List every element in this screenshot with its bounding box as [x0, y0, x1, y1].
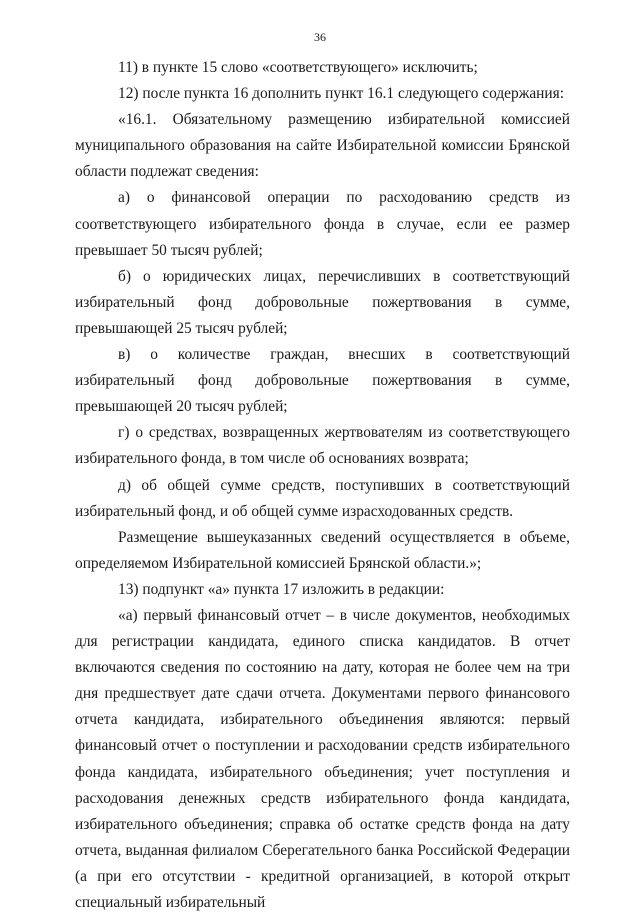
- document-body: [75, 55, 570, 916]
- paragraph-item-13: 13) подпункт «а» пункта 17 изложить в редакции:: [118, 580, 445, 598]
- paragraph-subitem-g: г) о средствах, возвращенных жертвователям из соответствующего избирательного фонда, в том числе об основаниях возврата;: [75, 424, 570, 468]
- page-number: 36: [314, 30, 326, 44]
- paragraph-subitem-d: д) об общей сумме средств, поступивших в соответствующий избирательный фонд, и об общей сумме израсходованных средств.: [75, 476, 570, 520]
- paragraph-subitem-a: а) о финансовой операции по расходованию средств из соответствующего избирательного фонда в случае, если ее размер превышает 50 тысяч рублей;: [75, 189, 570, 259]
- paragraph-placement-note: Размещение вышеуказанных сведений осуществляется в объеме, определяемом Избирательной комиссией Брянской области.»;: [75, 528, 570, 572]
- paragraph-subitem-v: в) о количестве граждан, внесших в соответствующий избирательный фонд добровольные пожертвования в сумме, превышающей 20 тысяч рублей;: [75, 346, 570, 416]
- paragraph-item-11: 11) в пункте 15 слово «соответствующего» исключить;: [118, 59, 478, 76]
- paragraph-subitem-b: б) о юридических лицах, перечисливших в соответствующий избирательный фонд добровольные пожертвования в сумме, превышающей 25 тысяч рублей;: [75, 267, 570, 337]
- paragraph-first-financial-report: «а) первый финансовый отчет – в числе документов, необходимых для регистрации кандидата, единого списка кандидатов. В отчет включаются сведения по состоянию на дату, которая не более чем на три дня предшествует дате сдачи отчета. Документами первого финансового отчета кандидата, избирательного объединения являются: первый финансовый отчет о поступлении и расходовании средств избирательного фонда кандидата, избирательного объединения; учет поступления и расходования денежных средств избирательного фонда кандидата, избирательного объединения; справка об остатке средств фонда на дату отчета, выданная филиалом Сберегательного банка Российской Федерации (а при его отсутствии - кредитной организацией, в которой открыт специальный избирательный: [75, 606, 570, 911]
- paragraph-16-1-intro: «16.1. Обязательному размещению избирательной комиссией муниципального образования на сайте Избирательной комиссии Брянской области подлежат сведения:: [75, 111, 570, 181]
- paragraph-item-12: 12) после пункта 16 дополнить пункт 16.1 следующего содержания:: [118, 85, 564, 103]
